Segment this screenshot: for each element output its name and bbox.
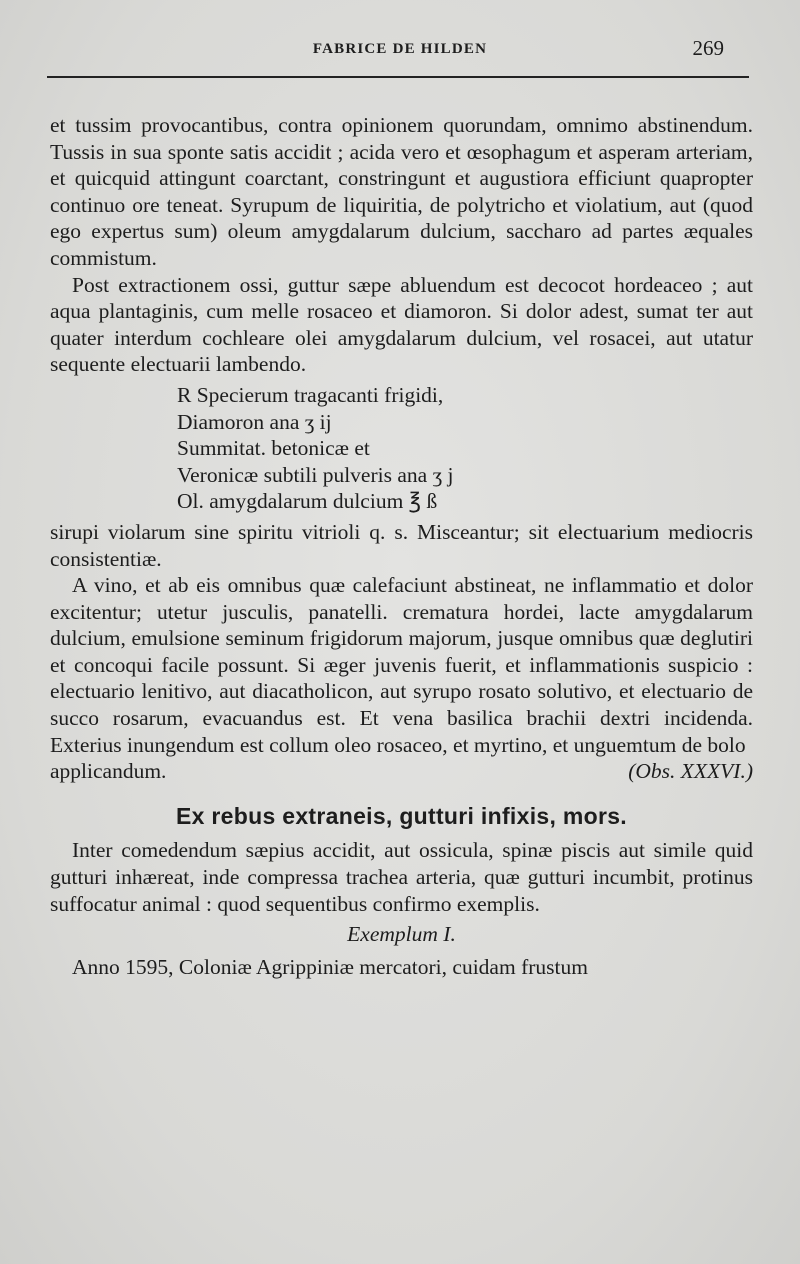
recipe-prescription [177,382,753,515]
paragraph: Post extractionem ossi, guttur sæpe abluendum est decocot hordeaceo ; aut aqua plantaginis, cum melle rosaceo et diamoron. Si dolor adest, sumat ter aut quater interdum cochleare olei amygdalarum dulcium, vel rosacei, aut utatur sequente electuarii lambendo. [50,272,753,377]
recipe-line: Summitat. betonicæ et [177,436,370,461]
recipe-line: R Specierum tragacanti frigidi, [177,382,444,407]
paragraph: Inter comedendum sæpius accidit, aut ossicula, spinæ piscis aut simile quid gutturi inhæreat, inde compressa trachea arteria, quæ gutturi incumbit, protinus suffocatur animal : quod sequentibus confirmo exemplis. [50,838,753,916]
body-text [50,112,753,980]
header-rule [47,76,749,78]
recipe-line: Diamoron ana ʒ ij [177,409,332,434]
running-title: FABRICE DE HILDEN [312,41,488,57]
paragraph: sirupi violarum sine spiritu vitrioli q. s. Misceantur; sit electuarium mediocris consistentiæ. [50,519,753,571]
example-heading: Exemplum I. [347,922,456,947]
recipe-line: Ol. amygdalarum dulcium ℥ ß [177,489,438,514]
paragraph: et tussim provocantibus, contra opinionem quorundam, omnimo abstinendum. Tussis in sua sponte satis accidit ; acida vero et œsophagum et asperam arteriam, et quicquid attingunt coarctant, constringunt et augustiora efficiunt quapropter continuo ore teneat. Syrupum de liquiritia, de polytricho et violatium, aut (quod ego expertus sum) oleum amygdalarum dulcium, saccharo ad partes æquales commistum. [50,113,753,270]
paragraph: A vino, et ab eis omnibus quæ calefaciunt abstineat, ne inflammatio et dolor excitentur; utetur jusculis, panatelli. crematura hordei, lacte amygdalarum dulcium, emulsione seminum frigidorum majorum, jusque omnibus quæ deglutiri et concoqui facile possunt. Si æger juvenis fuerit, et inflammationis suspicio : electuario lenitivo, aut diacatholicon, aut syrupo rosato solutivo, et electuario de succo rosarum, evacuandus est. Et vena basilica brachii dextri incidenda. Exterius inungendum est collum oleo rosaceo, et myrtino, et unguemtum de bolo [50,573,753,757]
paragraph: Anno 1595, Coloniæ Agrippiniæ mercatori, cuidam frustum [72,954,588,979]
page-number: 269 [692,36,724,60]
running-head [50,38,750,62]
closing-text: applicandum. [50,759,167,784]
section-title: Ex rebus extraneis, gutturi infixis, mors. [175,802,627,829]
recipe-line: Veronicæ subtili pulveris ana ʒ j [177,462,454,487]
observation-reference: (Obs. XXXVI.) [628,759,753,784]
closing-line [50,758,753,785]
